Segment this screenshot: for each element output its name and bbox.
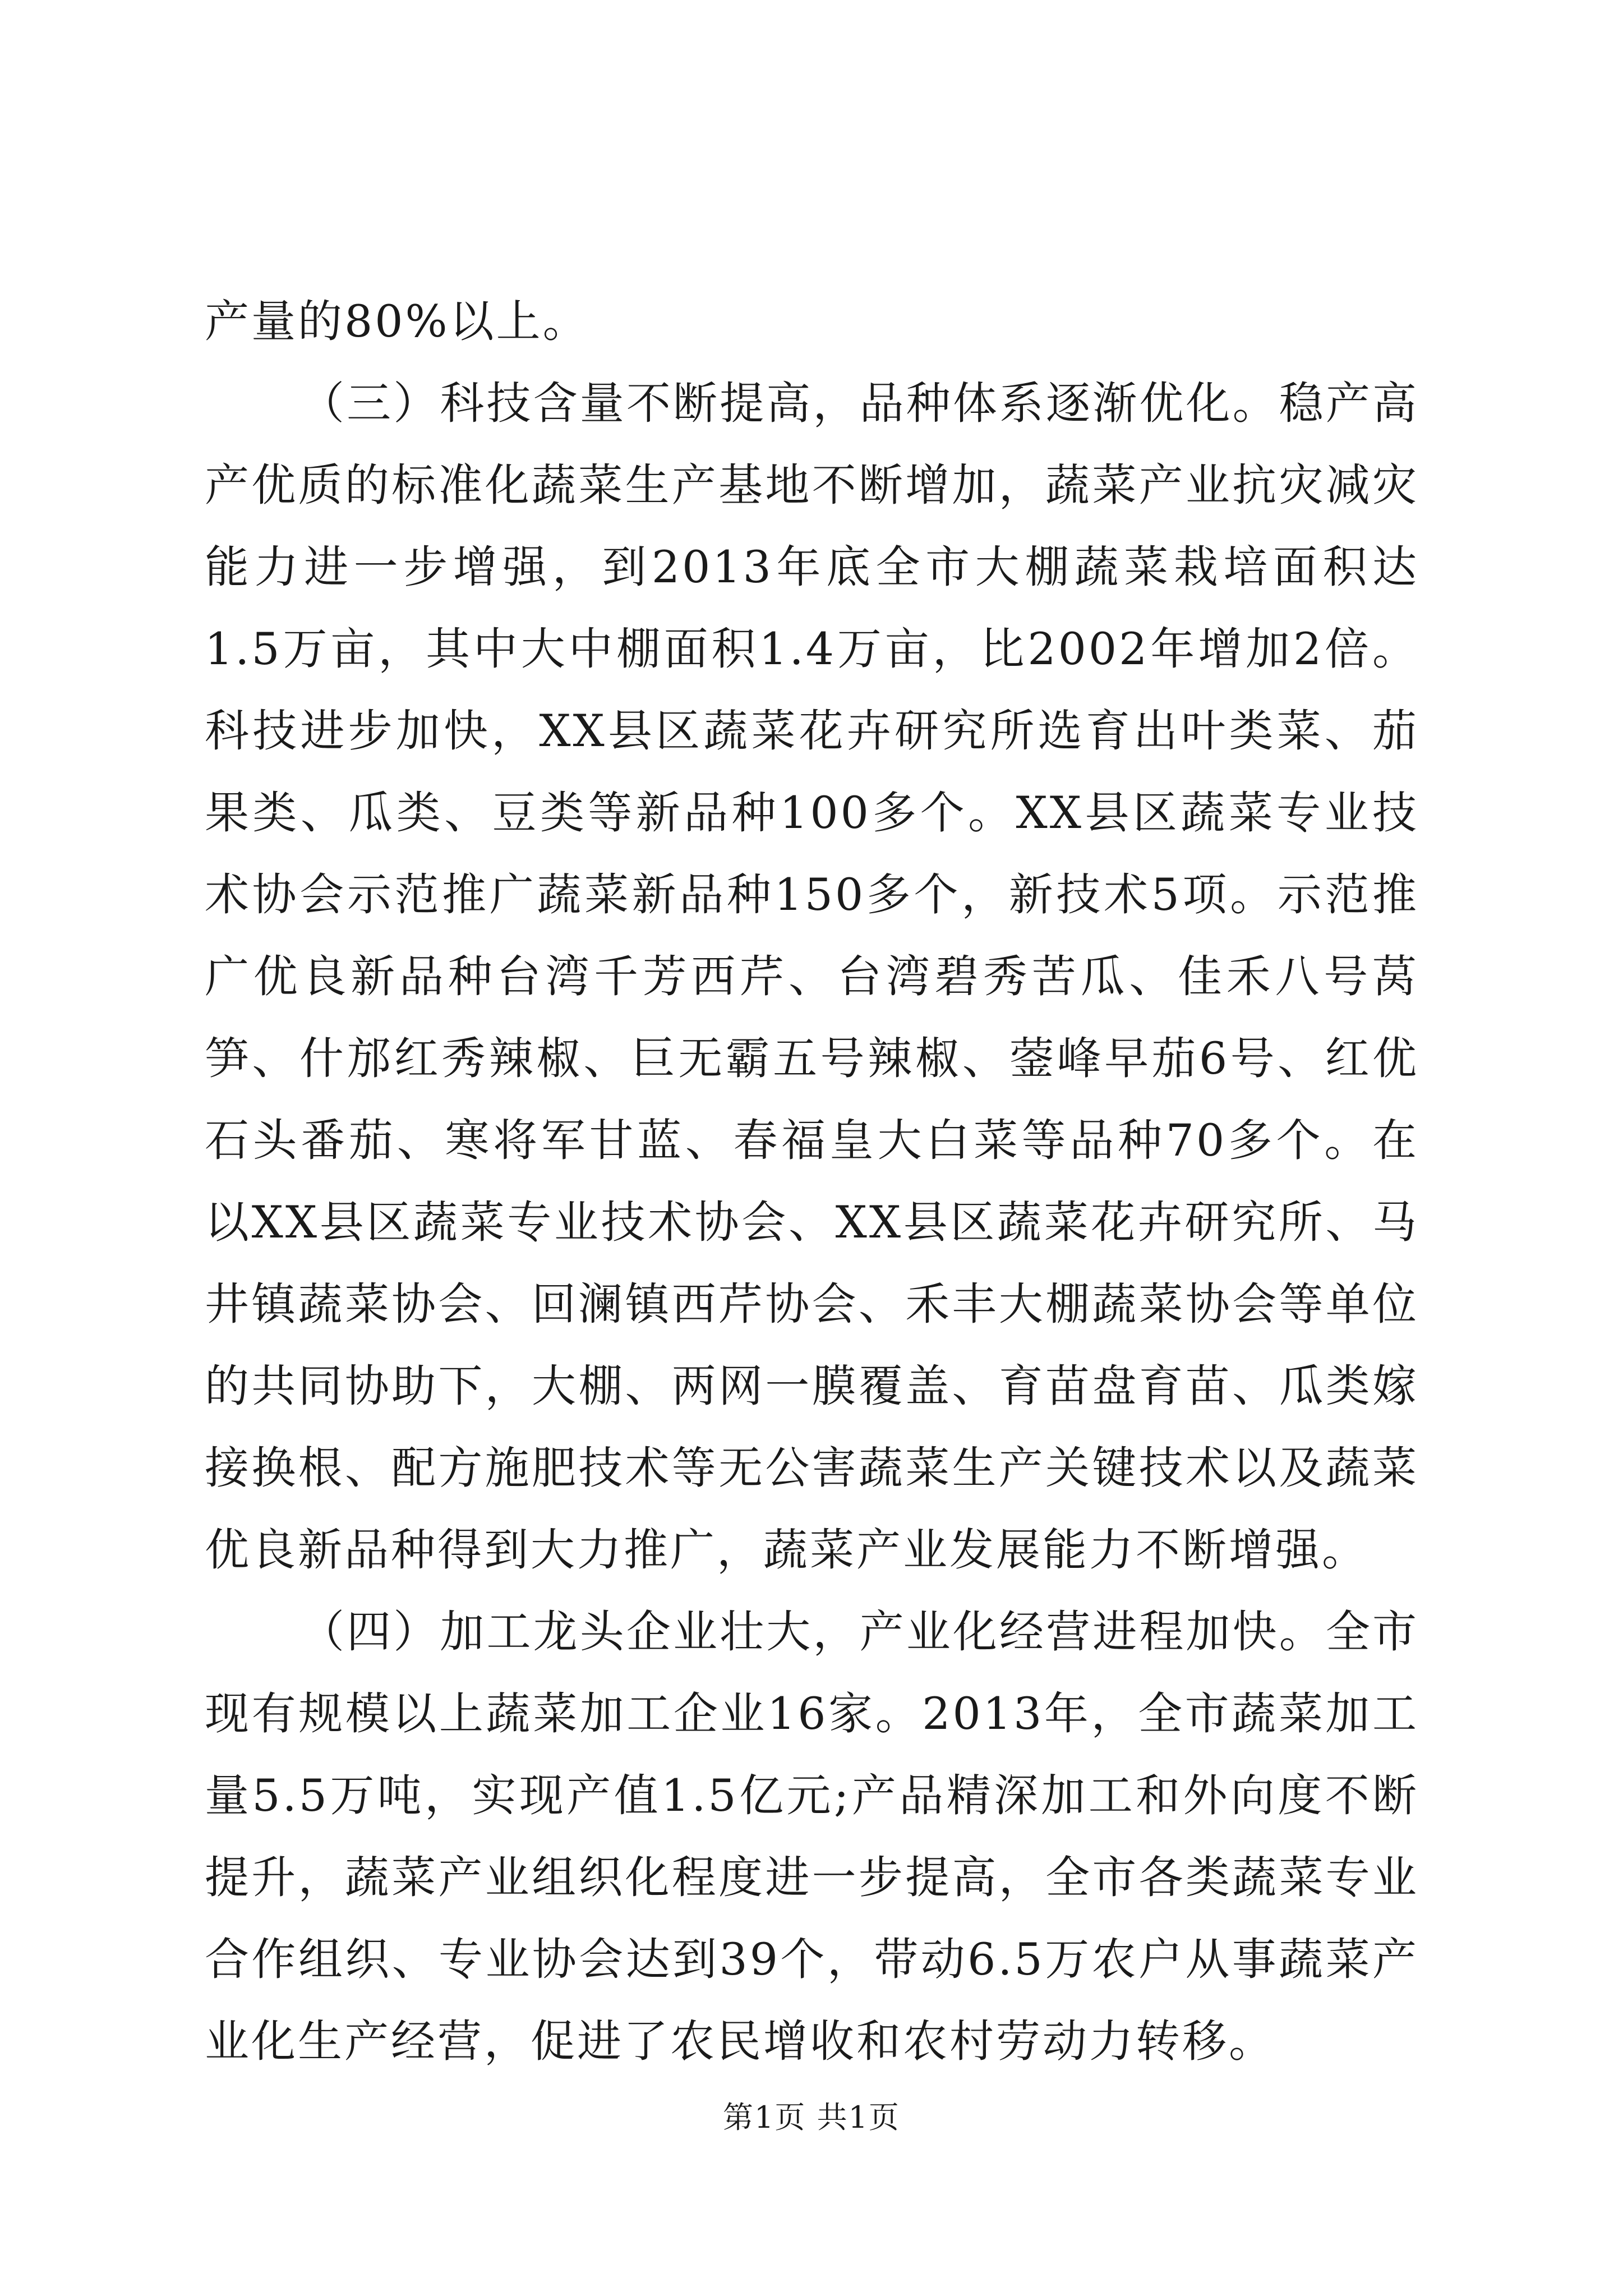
paragraph-2: （三）科技含量不断提高，品种体系逐渐优化。稳产高产优质的标准化蔬菜生产基地不断增加，蔬菜产业抗灾减灾能力进一步增强，到2013年底全市大棚蔬菜栽培面积达1.5万亩，其中大中棚面积1.4万亩，比2002年增加2倍。科技进步加快，XX县区蔬菜花卉研究所选育出叶类菜、茄果类、瓜类、豆类等新品种100多个。XX县区蔬菜专业技术协会示范推广蔬菜新品种150多个，新技术5项。示范推广优良新品种台湾千芳西芹、台湾碧秀苦瓜、佳禾八号莴笋、什邡红秀辣椒、巨无霸五号辣椒、蓥峰早茄6号、红优石头番茄、寒将军甘蓝、春福皇大白菜等品种70多个。在以XX县区蔬菜专业技术协会、XX县区蔬菜花卉研究所、马井镇蔬菜协会、回澜镇西芹协会、禾丰大棚蔬菜协会等单位的共同协助下，大棚、两网一膜覆盖、育苗盘育苗、瓜类嫁接换根、配方施肥技术等无公害蔬菜生产关键技术以及蔬菜优良新品种得到大力推广，蔬菜产业发展能力不断增强。 [205,378,1419,1576]
page-footer: 第1页 共1页 [723,2100,900,2135]
document-body [205,280,1419,2082]
paragraph-3: （四）加工龙头企业壮大，产业化经营进程加快。全市现有规模以上蔬菜加工企业16家。2013年，全市蔬菜加工量5.5万吨，实现产值1.5亿元;产品精深加工和外向度不断提升，蔬菜产业组织化程度进一步提高，全市各类蔬菜专业合作组织、专业协会达到39个，带动6.5万农户从事蔬菜产业化生产经营，促进了农民增收和农村劳动力转移。 [205,1606,1419,2067]
paragraph-1: 产量的80%以上。 [205,296,589,347]
